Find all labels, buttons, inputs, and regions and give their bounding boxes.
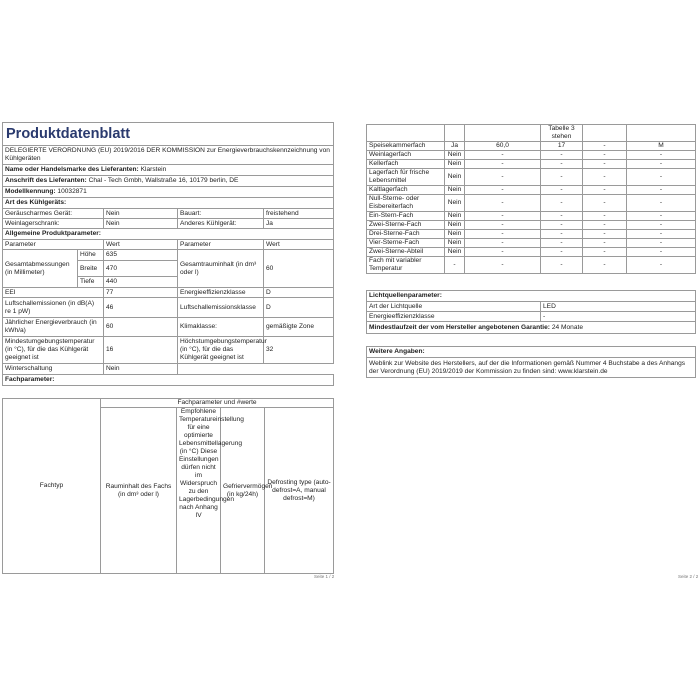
compartment-temp: - bbox=[541, 257, 583, 274]
depth-label: Tiefe bbox=[78, 277, 104, 288]
compartment-defrost: - bbox=[627, 195, 696, 212]
compartment-freeze: - bbox=[583, 160, 627, 169]
freeze-col-header: Gefriervermögen (in kg/24h) bbox=[221, 408, 265, 574]
address-value: Chal - Tech Gmbh, Wallstraße 16, 10179 berlin, DE bbox=[88, 177, 239, 184]
compartment-defrost: - bbox=[627, 230, 696, 239]
compartment-header-table bbox=[2, 398, 334, 574]
dims-label: Gesamtabmessungen (in Millimeter) bbox=[3, 250, 78, 288]
compartment-volume: - bbox=[465, 221, 541, 230]
compartment-defrost: - bbox=[627, 160, 696, 169]
raum-col-header: Rauminhalt des Fachs (in dm³ oder l) bbox=[101, 408, 177, 574]
compartment-freeze: - bbox=[583, 142, 627, 151]
depth-value: 440 bbox=[104, 277, 178, 288]
compartment-flag: Nein bbox=[445, 195, 465, 212]
light-type-value: LED bbox=[541, 302, 696, 312]
compartment-temp: - bbox=[541, 212, 583, 221]
quiet-label: Geräuscharmes Gerät: bbox=[3, 209, 104, 219]
wine-label: Weinlagerschrank: bbox=[3, 219, 104, 229]
noiseclass-value: D bbox=[264, 298, 334, 318]
compartment-volume: - bbox=[465, 169, 541, 186]
compartment-flag: Nein bbox=[445, 239, 465, 248]
maxtemp-value: 32 bbox=[264, 337, 334, 364]
compartment-row bbox=[367, 239, 696, 248]
energy-label: Jährlicher Energieverbrauch (in kWh/a) bbox=[3, 318, 104, 337]
more-header: Weitere Angaben: bbox=[367, 347, 696, 358]
compartment-name: Drei-Sterne-Fach bbox=[367, 230, 445, 239]
compartment-freeze: - bbox=[583, 169, 627, 186]
mintemp-label: Mindestumgebungstemperatur (in °C), für die das Kühlgerät geeignet ist bbox=[3, 337, 104, 364]
eei-value: 77 bbox=[104, 288, 178, 298]
light-header: Lichtquellenparameter: bbox=[367, 291, 696, 302]
compartment-freeze: - bbox=[583, 221, 627, 230]
compartment-defrost: - bbox=[627, 186, 696, 195]
winter-value: Nein bbox=[104, 364, 178, 375]
maxtemp-label: Höchstumgebungstemperatur (in °C), für die das Kühlgerät geeignet ist bbox=[178, 337, 264, 364]
light-table bbox=[366, 290, 696, 378]
compartment-defrost: - bbox=[627, 248, 696, 257]
winter-label: Winterschaltung bbox=[3, 364, 104, 375]
param-col-header-2: Parameter bbox=[178, 240, 264, 250]
volume-value: 60 bbox=[264, 250, 334, 288]
model-label: Modellkennung: bbox=[5, 188, 56, 195]
width-value: 470 bbox=[104, 261, 178, 277]
noise-label: Luftschallemissionen (in dB(A) re 1 pW) bbox=[3, 298, 104, 318]
supplier-row bbox=[3, 165, 334, 176]
compartment-freeze: - bbox=[583, 239, 627, 248]
light-type-label: Art der Lichtquelle bbox=[367, 302, 541, 312]
volume-label: Gesamtrauminhalt (in dm³ oder l) bbox=[178, 250, 264, 288]
compartment-freeze: - bbox=[583, 151, 627, 160]
compartment-temp: - bbox=[541, 151, 583, 160]
compartment-name: Kaltlagerfach bbox=[367, 186, 445, 195]
light-class-label: Energieeffizienzklasse bbox=[367, 312, 541, 322]
climate-value: gemäßigte Zone bbox=[264, 318, 334, 337]
width-label: Breite bbox=[78, 261, 104, 277]
compartment-name: Speisekammerfach bbox=[367, 142, 445, 151]
warranty-value: 24 Monate bbox=[551, 323, 584, 331]
compartment-flag: Nein bbox=[445, 212, 465, 221]
compart-header: Fachparameter: bbox=[3, 375, 334, 386]
value-col-header-2: Wert bbox=[264, 240, 334, 250]
compartment-temp: 17 bbox=[541, 142, 583, 151]
compartment-freeze: - bbox=[583, 257, 627, 274]
datasheet-table-1 bbox=[2, 122, 334, 386]
wine-value: Nein bbox=[104, 219, 178, 229]
compartment-defrost: - bbox=[627, 169, 696, 186]
address-label: Anschrift des Lieferanten: bbox=[5, 177, 87, 184]
warranty-row bbox=[367, 322, 696, 334]
compartment-freeze: - bbox=[583, 195, 627, 212]
compartment-defrost: - bbox=[627, 151, 696, 160]
compartment-row bbox=[367, 142, 696, 151]
compartment-volume: - bbox=[465, 151, 541, 160]
light-class-value: - bbox=[541, 312, 696, 322]
compartment-name: Kellerfach bbox=[367, 160, 445, 169]
compartment-freeze: - bbox=[583, 212, 627, 221]
compartment-defrost: - bbox=[627, 212, 696, 221]
other-value: Ja bbox=[264, 219, 334, 229]
compartment-volume: - bbox=[465, 212, 541, 221]
compartment-temp: - bbox=[541, 186, 583, 195]
compartment-defrost: - bbox=[627, 221, 696, 230]
temp-col-header: Empfohlene Temperatureinstellung für eine optimierte Lebensmittellagerung (in °C) Diese Einstellungen dürfen nicht im Widerspruch zu den Lagerbedingungen nach Anhang IV bbox=[177, 408, 221, 574]
compartment-row bbox=[367, 160, 696, 169]
type-header: Art des Kühlgeräts: bbox=[3, 198, 334, 209]
compartment-row bbox=[367, 212, 696, 221]
compartment-freeze: - bbox=[583, 186, 627, 195]
param-col-header: Parameter bbox=[3, 240, 104, 250]
compartment-name: Ein-Stern-Fach bbox=[367, 212, 445, 221]
compartment-flag: Nein bbox=[445, 230, 465, 239]
compartment-row bbox=[367, 221, 696, 230]
compartment-temp: - bbox=[541, 239, 583, 248]
compartment-temp: - bbox=[541, 169, 583, 186]
regulation-text: DELEGIERTE VERORDNUNG (EU) 2019/2016 DER KOMMISSION zur Energieverbrauchskennzeichnung von Kühlgeräten bbox=[3, 146, 334, 165]
value-col-header: Wert bbox=[104, 240, 178, 250]
build-value: freistehend bbox=[264, 209, 334, 219]
compartment-flag: Nein bbox=[445, 221, 465, 230]
eclass-label: Energieeffizienzklasse bbox=[178, 288, 264, 298]
compartment-row bbox=[367, 195, 696, 212]
datasheet-page-2 bbox=[362, 120, 700, 582]
compartment-table bbox=[366, 124, 696, 274]
energy-value: 60 bbox=[104, 318, 178, 337]
compartment-volume: 60,0 bbox=[465, 142, 541, 151]
compartment-row bbox=[367, 186, 696, 195]
quiet-value: Nein bbox=[104, 209, 178, 219]
noise-value: 46 bbox=[104, 298, 178, 318]
model-row bbox=[3, 187, 334, 198]
document-title: Produktdatenblatt bbox=[3, 123, 334, 146]
compartment-volume: - bbox=[465, 160, 541, 169]
eei-label: EEI bbox=[3, 288, 104, 298]
compartment-flag: Nein bbox=[445, 151, 465, 160]
compartment-flag: Nein bbox=[445, 186, 465, 195]
compartment-freeze: - bbox=[583, 230, 627, 239]
mintemp-value: 16 bbox=[104, 337, 178, 364]
table3-note: Tabelle 3 stehen bbox=[541, 125, 583, 142]
compartment-row bbox=[367, 230, 696, 239]
build-label: Bauart: bbox=[178, 209, 264, 219]
compartment-defrost: - bbox=[627, 257, 696, 274]
general-header: Allgemeine Produktparameter: bbox=[3, 229, 334, 240]
compartment-name: Vier-Sterne-Fach bbox=[367, 239, 445, 248]
page-footer-1: Seite 1 / 2 bbox=[314, 574, 335, 579]
compartment-freeze: - bbox=[583, 248, 627, 257]
compartment-temp: - bbox=[541, 248, 583, 257]
compartment-flag: Ja bbox=[445, 142, 465, 151]
defrost-col-header: Defrosting type (auto-defrost=A, manual defrost=M) bbox=[265, 408, 334, 574]
compartment-temp: - bbox=[541, 160, 583, 169]
compartment-row bbox=[367, 169, 696, 186]
noiseclass-label: Luftschallemissionsklasse bbox=[178, 298, 264, 318]
compartment-name: Zwei-Sterne-Fach bbox=[367, 221, 445, 230]
compartment-name: Null-Sterne- oder Eisbereiterfach bbox=[367, 195, 445, 212]
other-label: Anderes Kühlgerät: bbox=[178, 219, 264, 229]
fachtyp-header: Fachtyp bbox=[3, 399, 101, 574]
page-footer-2: Seite 2 / 2 bbox=[678, 574, 699, 579]
model-value: 10032871 bbox=[57, 188, 87, 195]
compartment-temp: - bbox=[541, 195, 583, 212]
compartment-volume: - bbox=[465, 186, 541, 195]
compartment-temp: - bbox=[541, 221, 583, 230]
datasheet-page-1 bbox=[0, 120, 340, 582]
supplier-value: Klarstein bbox=[140, 166, 167, 173]
compartment-name: Zwei-Sterne-Abteil bbox=[367, 248, 445, 257]
warranty-label: Mindestlaufzeit der vom Hersteller angebotenen Garantie: bbox=[369, 323, 551, 331]
compartment-temp: - bbox=[541, 230, 583, 239]
compartment-defrost: - bbox=[627, 239, 696, 248]
compartment-volume: - bbox=[465, 239, 541, 248]
compartment-name: Fach mit variabler Temperatur bbox=[367, 257, 445, 274]
compartment-flag: Nein bbox=[445, 169, 465, 186]
compartment-volume: - bbox=[465, 230, 541, 239]
address-row bbox=[3, 176, 334, 187]
climate-label: Klimaklasse: bbox=[178, 318, 264, 337]
compart-subheader: Fachparameter und #werte bbox=[101, 399, 334, 408]
compartment-volume: - bbox=[465, 257, 541, 274]
compartment-row bbox=[367, 151, 696, 160]
height-value: 635 bbox=[104, 250, 178, 261]
height-label: Höhe bbox=[78, 250, 104, 261]
compartment-name: Weinlagerfach bbox=[367, 151, 445, 160]
compartment-volume: - bbox=[465, 195, 541, 212]
compartment-flag: Nein bbox=[445, 248, 465, 257]
more-text: Weblink zur Website des Herstellers, auf der die Informationen gemäß Nummer 4 Buchstabe a des Anhangs der Verordnung (EU) 2019/2019 der Kommission zu finden sind: www.klarstein.de bbox=[367, 358, 696, 378]
compartment-name: Lagerfach für frische Lebensmittel bbox=[367, 169, 445, 186]
compartment-row bbox=[367, 257, 696, 274]
eclass-value: D bbox=[264, 288, 334, 298]
compartment-row bbox=[367, 248, 696, 257]
compartment-flag: Nein bbox=[445, 160, 465, 169]
compartment-volume: - bbox=[465, 248, 541, 257]
compartment-flag: - bbox=[445, 257, 465, 274]
supplier-label: Name oder Handelsmarke des Lieferanten: bbox=[5, 166, 139, 173]
compartment-defrost: M bbox=[627, 142, 696, 151]
